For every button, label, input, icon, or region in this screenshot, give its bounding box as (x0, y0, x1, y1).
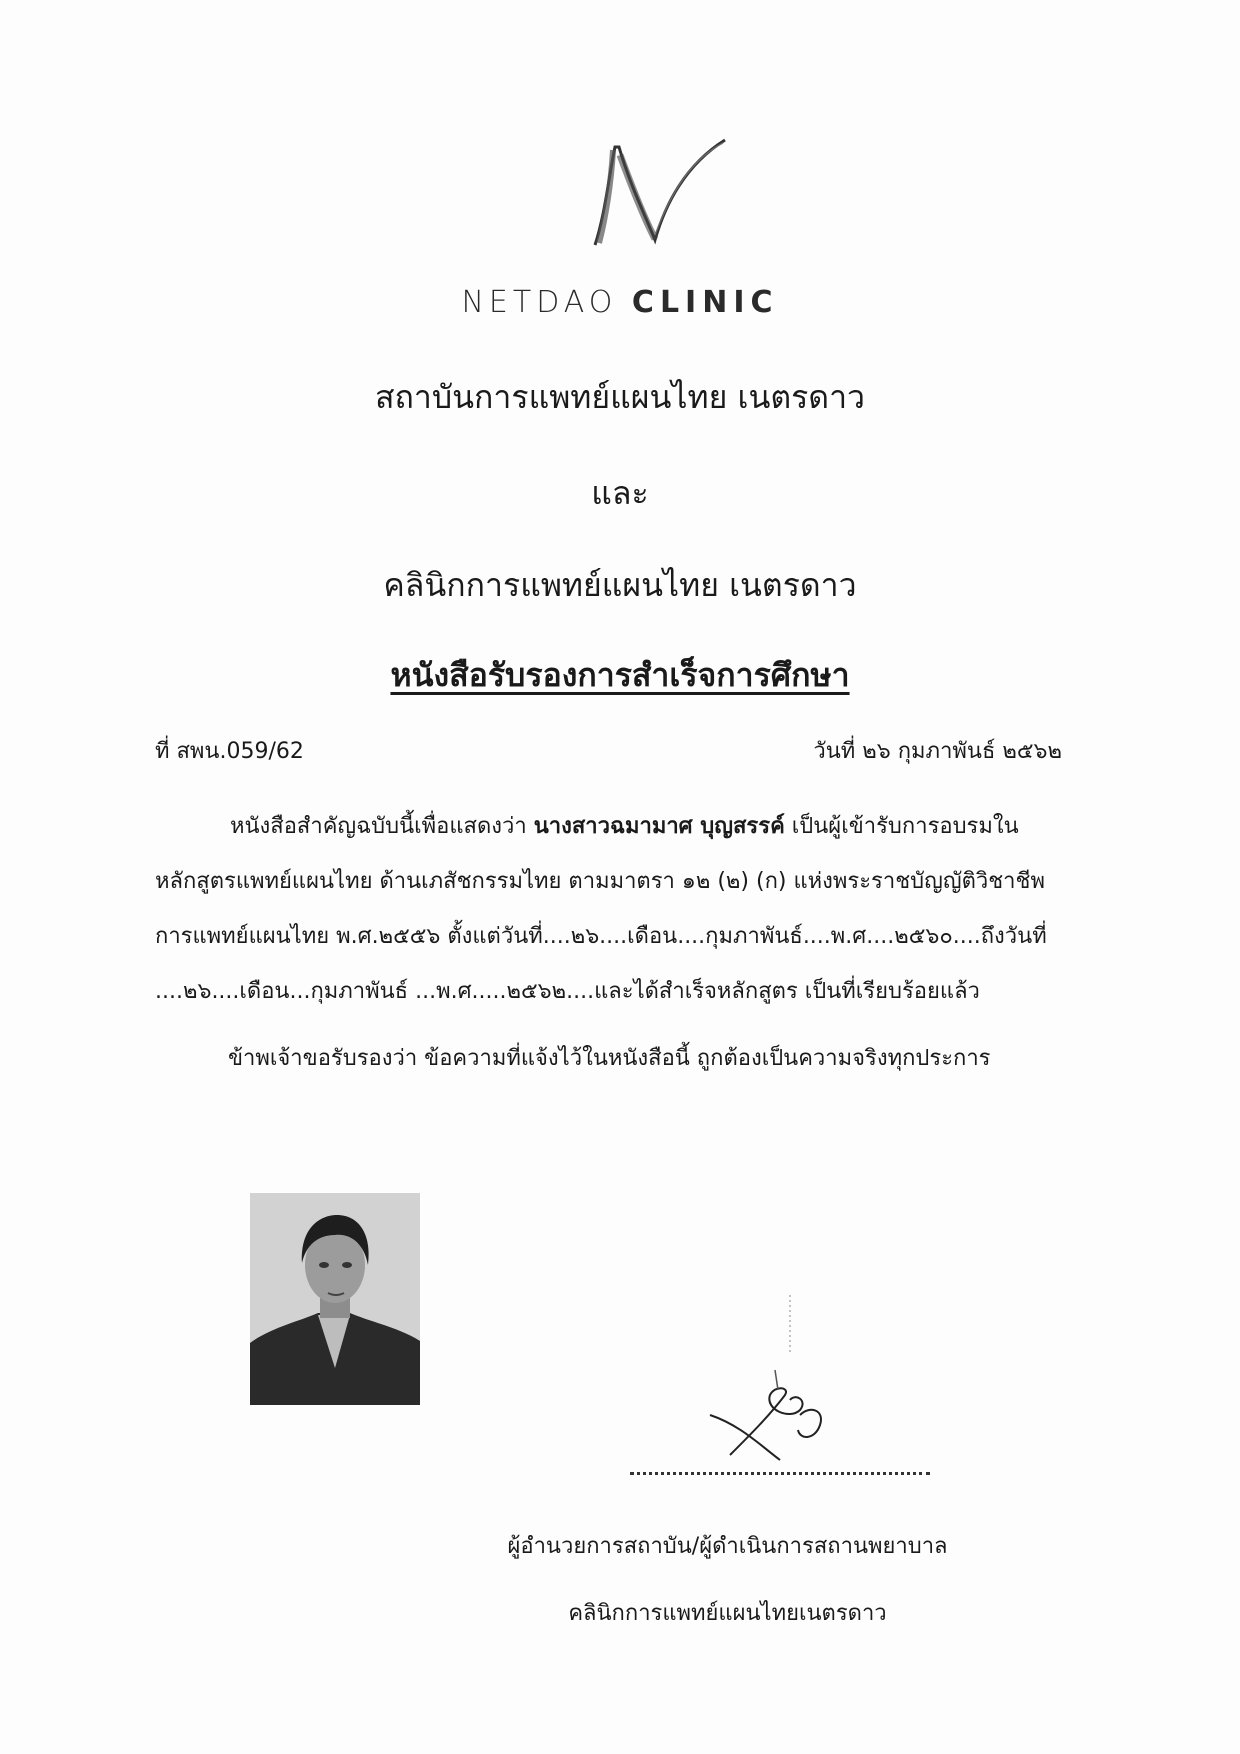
clinic-name: คลินิกการแพทย์แผนไทย เนตรดาว (383, 566, 857, 604)
signature-mark (690, 1295, 870, 1465)
body-line-2: หลักสูตรแพทย์แผนไทย ด้านเภสัชกรรมไทย ตามมาตรา ๑๒ (๒) (ก) แห่งพระราชบัญญัติวิชาชีพ (155, 869, 1045, 894)
body-prefix: หนังสือสำคัญฉบับนี้เพื่อแสดงว่า (230, 814, 527, 839)
brand-bold: CLINIC (631, 285, 779, 320)
institute-name: สถาบันการแพทย์แผนไทย เนตรดาว (374, 378, 865, 416)
document-title: หนังสือรับรองการสำเร็จการศึกษา (390, 656, 850, 694)
signature-line (630, 1468, 930, 1475)
body-suffix: เป็นผู้เข้ารับการอบรมใน (791, 814, 1019, 839)
signatory-organization: คลินิกการแพทย์แผนไทยเนตรดาว (568, 1601, 887, 1626)
reference-number: ที่ สพน.059/62 (155, 739, 304, 764)
brand-light: NETDAO (461, 285, 618, 320)
conjunction: และ (591, 474, 649, 512)
document-date: วันที่ ๒๖ กุมภาพันธ์ ๒๕๖๒ (813, 739, 1062, 764)
netdao-logo-icon (575, 135, 735, 250)
certification-statement: ข้าพเจ้าขอรับรองว่า ข้อความที่แจ้งไว้ในหนังสือนี้ ถูกต้องเป็นความจริงทุกประการ (228, 1046, 991, 1071)
body-line-3: การแพทย์แผนไทย พ.ศ.๒๕๕๖ ตั้งแต่วันที่....๒๖....เดือน....กุมภาพันธ์....พ.ศ....๒๕๖๐....ถึงวันที่ (155, 924, 1047, 949)
signatory-position: ผู้อำนวยการสถาบัน/ผู้ดำเนินการสถานพยาบาล (507, 1534, 948, 1559)
body-line-1 (155, 808, 1085, 843)
brand-name (0, 285, 1240, 320)
body-line-4: ....๒๖....เดือน...กุมภาพันธ์ ...พ.ศ.....๒๕๖๒....และได้สำเร็จหลักสูตร เป็นที่เรียบร้อยแล้ว (155, 979, 980, 1004)
recipient-photo (250, 1193, 420, 1405)
recipient-name: นางสาวฉมามาศ บุญสรรค์ (533, 814, 785, 839)
